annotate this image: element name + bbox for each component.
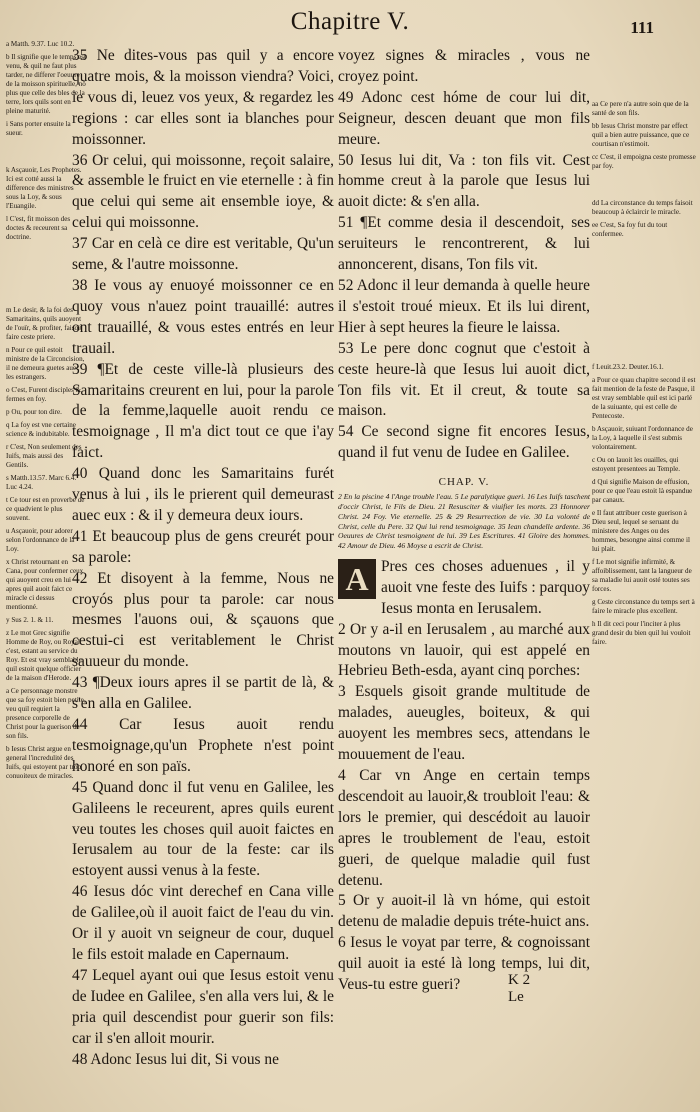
verse: Pres ces choses aduenues , il y auoit vne feste des Iuifs : parquoy Iesus monta en Ierusalem. [381, 557, 590, 617]
margin-note: o C'est, Furent disciples & fermes en foy. [6, 386, 82, 403]
margin-note: a Pour ce quau chapitre second il est fait mention de la feste de Pasque, il est vray semblable quil est ici parlé de la suiuante, qui est celle de Pentecoste. [592, 376, 696, 420]
verse: 2 Or y a-il en Ierusalem , au marché aux moutons vn lauoir, qui est appelé en Hebrieu Beth-esda, ayant cinq porches: [338, 620, 590, 680]
page-number: 111 [630, 18, 654, 37]
margin-note: i Sans porter ensuite la sueur. [6, 120, 71, 137]
verse: 36 Or celui, qui moissonne, reçoit salaire, & assemble le fruict en vie eternelle : à fin que celui qui seme ait ensemble ioye, & celui qui moissonne. [72, 151, 334, 232]
right-text-column [338, 46, 590, 996]
catchword: Le [508, 989, 524, 1005]
margin-note: b Asçauoir, suiuant l'ordonnance de la Loy, à laquelle il s'est submis volontairement. [592, 425, 693, 451]
margin-note: b Iesus Christ argue en general l'incredulité des Iuifs, qui estoyent par trop conuoiteux de miracles. [6, 745, 82, 780]
verse: 48 Adonc Iesus lui dit, Si vous ne [72, 1050, 279, 1068]
verse: 44 Car Iesus auoit rendu tesmoignage,qu'un Prophete n'est point honoré en son païs. [72, 716, 334, 775]
margin-note: l C'est, fit moisson des doctes & receurent sa doctrine. [6, 215, 71, 241]
verse: 53 Le pere donc cognut que c'estoit à ceste heure-là que Iesus lui auoit dict, Ton fils vit. Et il creut, & toute sa maison. [338, 339, 590, 420]
margin-note: z Le mot Grec signifie Homme de Roy, ou Royal: c'est, estant au service du Roy. Et est vray semblable quil estoit quelque officier de la maison d'Herode. [6, 629, 82, 682]
verse: 35 Ne dites-vous pas quil y a encore quatre mois, & la moisson viendra? Voici, ie vous di, leuez vos yeux, & regardez les regions : car elles sont ia blanches pour moissonner. [72, 47, 334, 148]
margin-note: k Asçauoir, Les Prophetes. Ici est cotté aussi la difference des ministres sous la Loy, & sous l'Euangile. [6, 166, 82, 210]
verse: 43 ¶Deux iours apres il se partit de là, & s'en alla en Galilee. [72, 674, 334, 713]
margin-note: q La foy est vne certaine science & indubitable. [6, 421, 76, 438]
verse: 49 Adonc cest hóme de cour lui dit, Seigneur, descen deuant que mon fils meure. [338, 88, 590, 148]
margin-note: t Ce tour est en proverbe de ce quadvient le plus souvent. [6, 496, 85, 522]
margin-note: ee C'est, Sa foy fut du tout confermee. [592, 221, 668, 238]
verse: 47 Lequel ayant oui que Iesus estoit venu de Iudee en Galilee, s'en alla vers lui, & le pria quil descendist pour guerir son fils: car il s'en alloit mourir. [72, 966, 334, 1047]
margin-note: r C'est, Non seulement des Iuifs, mais aussi des Gentils. [6, 443, 82, 469]
margin-note: bb Iesus Christ monstre par effect quil a bien autre puissance, que ce courtisan n'estimoit. [592, 122, 690, 148]
verse: 41 Et beaucoup plus de gens creurét pour sa parole: [72, 527, 334, 566]
margin-note: cc C'est, il empoigna ceste promesse par foy. [592, 153, 696, 170]
margin-note: e Il faut attribuer ceste guerison à Dieu seul, lequel se seruant du ministere des Anges ou des hommes, besongne ainsi comme il lui plait. [592, 509, 690, 553]
verse: 4 Car vn Ange en certain temps descendoit au lauoir,& troubloit l'eau: & lors le premier, qui descédoit au lauoir apres le troublement de l'eau, estoit gueri, de quelque maladie quil fust detenu. [338, 766, 590, 889]
verse: 6 Iesus le voyat par terre, & cognoissant quil auoit ia esté là long temps, lui dit, Veus-tu estre gueri? [338, 934, 590, 994]
margin-note: d Qui signifie Maison de effusion, pour ce que l'eau estoit là espandue par canaux. [592, 478, 693, 504]
margin-note: f Leuit.23.2. Deuter.16.1. [592, 363, 664, 371]
verse: 39 ¶Et de ceste ville-là plusieurs des Samaritains creurent en lui, pour la parole de la femme,laquelle auoit rendu ce tesmoignage , Il m'a dict tout ce que i'ay faict. [72, 360, 334, 462]
chapter-opening [338, 557, 590, 620]
margin-note: f Le mot signifie infirmité, & affoiblissement, tant la langueur de sa maladie lui auoit osté toutes ses forces. [592, 558, 692, 593]
margin-note: y Sus 2. 1. & 11. [6, 616, 54, 624]
verse: voyez signes & miracles , vous ne croyez point. [338, 47, 590, 85]
chapter-heading: CHAP. V. [438, 476, 490, 489]
margin-note: b Il signifie que le temps est venu, & quil ne faut plus tarder, ne differer l'oeuure de la moisson spirituelle, nõ plus que celle des bles de la terre, lors quils sont en pleine maturité. [6, 53, 86, 115]
margin-note: u Asçauoir, pour adorer selon l'ordonnance de la Loy. [6, 527, 75, 553]
verse: 5 Or y auoit-il là vn hóme, qui estoit detenu de maladie depuis tréte-huict ans. [338, 892, 590, 931]
margin-note: s Matth.13.57. Marc 6.4. Luc 4.24. [6, 474, 77, 491]
margin-note: h Il dit ceci pour l'inciter à plus grand desir du bien quil lui vouloit faire. [592, 620, 691, 646]
verse: 51 ¶Et comme desia il descendoit, ses seruiteurs le rencontrerent, & lui annoncerent, disans, Ton fils vit. [338, 214, 590, 274]
verse: 52 Adonc il leur demanda à quelle heure il s'estoit troué mieux. Et ils lui dirent, Hier à sept heures la fieure le laissa. [338, 276, 590, 336]
margin-note: m Le desir, & la foi des Samaritains, quils auoyent de l'ouïr, & profiter, faisoit faire ceste priere. [6, 306, 82, 341]
verse: 3 Esquels gisoit grande multitude de malades, aueugles, boiteux, & qui auoyent les membres secs, attendans le mouuement de l'eau. [338, 683, 590, 764]
verse: 46 Iesus dóc vint derechef en Cana ville de Galilee,où il auoit faict de l'eau du vin. Or il y auoit vn seigneur de cour, duquel le fils estoit malade en Capernaum. [72, 883, 334, 963]
catchword-line [508, 972, 598, 1006]
verse: 45 Quand donc il fut venu en Galilee, les Galileens le receurent, apres quils eurent veu toutes les choses quil auoit faictes en Ierusalem au tour de la feste: car ils estoyent aussi venus à la feste. [72, 778, 334, 880]
verse: 37 Car en celà ce dire est veritable, Qu'un seme, & l'autre moissonne. [72, 235, 334, 274]
verse: 50 Iesus lui dit, Va : ton fils vit. Cest homme creut à la parole que Iesus lui auoit dicte: & s'en alla. [338, 151, 590, 211]
margin-note: g Ceste circonstance du temps sert à faire le miracle plus excellent. [592, 598, 695, 615]
verse: 38 Ie vous ay enuoyé moissonner ce en quoy vous n'auez point trauaillé: autres ont trauaillé, & vous estes entrés en leur trauail. [72, 276, 334, 357]
margin-note: aa Ce pere n'a autre soin que de la santé de son fils. [592, 100, 689, 117]
margin-note: dd La circonstance du temps faisoit beaucoup à éclaircir le miracle. [592, 199, 693, 216]
running-title: Chapitre V. [290, 8, 410, 35]
right-margin-notes [592, 40, 696, 651]
margin-note: a Ce personnage monstre que sa foy estoit bien petite, veu quil requiert la presence corporelle de Christ pour la guerison de son fils. [6, 687, 86, 740]
margin-note: a Matth. 9.37. Luc 10.2. [6, 40, 75, 48]
margin-note: n Pour ce quil estoit ministre de la Circoncision, il ne demeura guetes auec les estrangers. [6, 346, 85, 381]
margin-note: c Ou on lauoit les ouailles, qui estoyent presentees au Temple. [592, 456, 681, 473]
verse: 42 Et disoyent à la femme, Nous ne croyós plus pour ta parole: car nous mesmes l'auons oui, & sçauons que cestui-ci est veritablement le Christ sauueur du monde. [72, 569, 334, 671]
drop-cap: A [338, 559, 376, 599]
signature-mark: K 2 [508, 972, 531, 988]
chapter-argument: 2 En la piscine 4 l'Ange trouble l'eau. 5 Le paralytique gueri. 16 Les Iuifs taschent d'occir Christ, le Fils de Dieu. 21 Resusciter & viuifier les morts. 23 Honnorer Christ. 24 Foy. Vie eternelle. 25 & 29 Resurrection de vie. 30 La volonté de Christ, celle du Pere. 32 Qui lui rend tesmoignage. 35 Iean chandelle ardente. 36 Oeuures de Christ tesmoignent de lui. 39 Les Escritures. 41 Gloire des hommes. 42 Amour de Dieu. 46 Moyse a escrit de Christ. [338, 492, 590, 551]
margin-note: p Ou, pour ton dire. [6, 408, 62, 416]
verse: 54 Ce second signe fit encores Iesus, quand il fut venu de Iudee en Galilee. [338, 423, 590, 462]
left-text-column [72, 46, 334, 1070]
verse: 40 Quand donc les Samaritains furét venus à lui , ils le prierent quil demeurast auec eux : & il y demeura deux iours. [72, 465, 334, 524]
margin-note: x Christ retournant en Cana, pour confermer ceux qui auoyent creu en lui apres quil auoit faict ce miracle ci dessus mentionné. [6, 558, 84, 611]
